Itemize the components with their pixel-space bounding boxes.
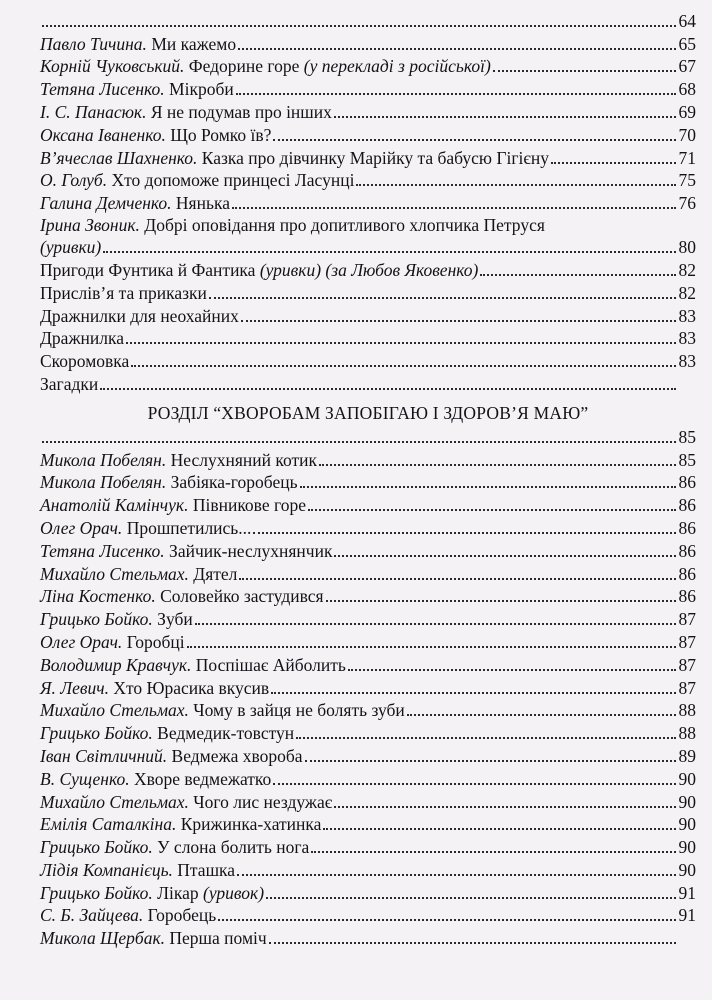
entry-title: Федорине горе xyxy=(188,56,300,77)
entry-note: (уривки) (за Любов Яковенко) xyxy=(259,259,479,280)
toc-entry xyxy=(40,904,696,927)
dot-leader xyxy=(480,274,676,276)
toc-entry xyxy=(40,32,696,55)
dot-leader xyxy=(326,600,676,602)
entry-author: Грицько Бойко. xyxy=(40,837,153,858)
entry-page-number: 88 xyxy=(678,723,696,744)
entry-page-number: 86 xyxy=(678,517,696,538)
entry-author: Ліна Костенко. xyxy=(40,586,156,607)
entry-author: Микола Щербак. xyxy=(40,928,166,949)
entry-page-number: 87 xyxy=(678,654,696,675)
entry-page-number: 89 xyxy=(678,745,696,766)
dot-leader xyxy=(356,184,676,186)
dot-leader xyxy=(209,297,676,299)
dot-leader xyxy=(273,783,676,785)
toc-entry xyxy=(40,471,696,494)
entry-author: О. Голуб. xyxy=(40,170,108,191)
entry-author: Олег Орач. xyxy=(40,517,123,538)
entry-page-number: 86 xyxy=(678,586,696,607)
toc-entry-wrapped xyxy=(40,214,696,258)
entry-page-number: 82 xyxy=(678,259,696,280)
toc-entry xyxy=(40,539,696,562)
toc-part-3 xyxy=(40,448,696,950)
entry-author: Тетяна Лисенко. xyxy=(40,79,165,100)
toc-entry xyxy=(40,926,696,949)
entry-title: Перша поміч xyxy=(169,928,267,949)
toc-entry xyxy=(40,372,696,395)
entry-page-number: 85 xyxy=(678,449,696,470)
entry-title: Півникове горе xyxy=(192,495,306,516)
entry-author: Олег Орач. xyxy=(40,631,123,652)
entry-title: Ведмежа хвороба xyxy=(171,745,303,766)
entry-page-number: 86 xyxy=(678,495,696,516)
toc-entry xyxy=(40,349,696,372)
entry-author: Емілія Саталкіна. xyxy=(40,814,177,835)
toc-entry xyxy=(40,676,696,699)
dot-leader xyxy=(348,669,676,671)
entry-page-number: 86 xyxy=(678,563,696,584)
entry-author: Лідія Компанієць. xyxy=(40,859,173,880)
toc-entry xyxy=(40,630,696,653)
entry-author: Микола Побелян. xyxy=(40,449,167,470)
entry-page-number: 90 xyxy=(678,859,696,880)
entry-page-number: 87 xyxy=(678,677,696,698)
entry-note: (у перекладі з російської) xyxy=(303,56,491,77)
entry-page-number: 87 xyxy=(678,609,696,630)
dot-leader xyxy=(241,320,676,322)
dot-leader xyxy=(407,714,676,716)
dot-leader xyxy=(269,942,676,944)
section-heading-page-line xyxy=(40,425,696,448)
entry-page-number: 90 xyxy=(678,814,696,835)
entry-page-number: 91 xyxy=(678,882,696,903)
dot-leader xyxy=(232,207,676,209)
entry-title: Дятел xyxy=(193,563,238,584)
dot-leader xyxy=(305,760,676,762)
entry-title: Казка про дівчинку Марійку та бабусю Гігієну xyxy=(201,147,550,168)
entry-author: В’ячеслав Шахненко. xyxy=(40,147,198,168)
section-heading: РОЗДІЛ “ХВОРОБАМ ЗАПОБІГАЮ І ЗДОРОВ’Я МАЮ” xyxy=(147,402,589,423)
entry-page-number: 70 xyxy=(678,124,696,145)
toc-entry xyxy=(40,721,696,744)
entry-page-number: 86 xyxy=(678,472,696,493)
entry-title: Дражнилка xyxy=(40,328,125,349)
entry-title: Забіяка-горобець xyxy=(170,472,298,493)
entry-title: Загадки xyxy=(40,373,99,394)
toc-part-1 xyxy=(40,9,696,214)
entry-page-number: 64 xyxy=(678,10,696,31)
entry-page-number: 88 xyxy=(678,700,696,721)
entry-page-number: 67 xyxy=(678,56,696,77)
toc-entry xyxy=(40,281,696,304)
entry-title: Мікроби xyxy=(169,79,234,100)
toc-entry xyxy=(40,516,696,539)
dot-leader xyxy=(319,464,676,466)
dot-leader xyxy=(296,737,676,739)
toc-entry xyxy=(40,607,696,630)
dot-leader xyxy=(253,532,676,534)
toc-entry xyxy=(40,146,696,169)
entry-title: Прислів’я та приказки xyxy=(40,282,207,303)
entry-author: Михайло Стельмах. xyxy=(40,563,189,584)
toc-entry xyxy=(40,258,696,281)
toc-entry xyxy=(40,790,696,813)
entry-page-number: 80 xyxy=(678,237,696,258)
entry-note: (уривок) xyxy=(203,882,265,903)
toc-entry-first-line xyxy=(40,214,696,236)
entry-title: Нянька xyxy=(175,193,230,214)
entry-page-number: 82 xyxy=(678,282,696,303)
toc-entry xyxy=(40,653,696,676)
dot-leader xyxy=(551,162,676,164)
toc-entry xyxy=(40,585,696,608)
toc-entry xyxy=(40,191,696,214)
toc-entry xyxy=(40,493,696,516)
entry-page-number: 91 xyxy=(678,905,696,926)
entry-title: Добрі оповідання про допитливого хлопчика Петруся xyxy=(144,215,545,236)
entry-author: Я. Левич. xyxy=(40,677,109,698)
dot-leader xyxy=(308,509,676,511)
toc-entry xyxy=(40,448,696,471)
entry-title: Ми кажемо xyxy=(151,33,237,54)
entry-title: Лікар xyxy=(157,882,199,903)
entry-page-number: 83 xyxy=(678,305,696,326)
entry-title: Пташка xyxy=(177,859,236,880)
entry-title: Що Ромко їв? xyxy=(170,124,272,145)
entry-author: Михайло Стельмах. xyxy=(40,700,189,721)
toc-entry xyxy=(40,55,696,78)
entry-title: Я не подумав про інших xyxy=(150,101,332,122)
dot-leader xyxy=(311,851,676,853)
entry-author: Грицько Бойко. xyxy=(40,609,153,630)
entry-page-number: 90 xyxy=(678,768,696,789)
dot-leader xyxy=(273,139,676,141)
dot-leader xyxy=(195,623,676,625)
toc-entry xyxy=(40,9,696,32)
entry-title: У слона болить нога xyxy=(157,837,310,858)
toc-entry xyxy=(40,699,696,722)
entry-title: Чого лис нездужає xyxy=(193,791,333,812)
dot-leader xyxy=(100,388,676,390)
entry-page-number: 90 xyxy=(678,837,696,858)
toc-entry xyxy=(40,304,696,327)
dot-leader xyxy=(300,486,676,488)
dot-leader xyxy=(334,555,676,557)
entry-title: Скоромовка xyxy=(40,351,130,372)
entry-title: Чому в зайця не болять зуби xyxy=(193,700,405,721)
entry-author: Грицько Бойко. xyxy=(40,723,153,744)
dot-leader xyxy=(42,25,676,27)
entry-note: (уривки) xyxy=(40,237,102,258)
entry-page-number: 68 xyxy=(678,79,696,100)
entry-title: Хто Юрасика вкусив xyxy=(113,677,270,698)
entry-page-number: 71 xyxy=(678,147,696,168)
entry-title: Прошпетились... xyxy=(126,517,252,538)
toc-entry xyxy=(40,744,696,767)
entry-page-number: 86 xyxy=(678,540,696,561)
entry-author: Корній Чуковський. xyxy=(40,56,185,77)
toc-entry xyxy=(40,813,696,836)
toc-entry xyxy=(40,327,696,350)
toc-entry xyxy=(40,169,696,192)
entry-page-number: 83 xyxy=(678,328,696,349)
entry-title: Горобці xyxy=(126,631,185,652)
entry-author: Микола Побелян. xyxy=(40,472,167,493)
entry-page-number: 65 xyxy=(678,33,696,54)
entry-title: Ведмедик-товстун xyxy=(157,723,295,744)
dot-leader xyxy=(237,874,676,876)
toc-entry xyxy=(40,858,696,881)
entry-title: Зайчик-неслухнянчик xyxy=(169,540,333,561)
dot-leader xyxy=(103,251,676,253)
entry-page-number: 87 xyxy=(678,631,696,652)
entry-page-number: 69 xyxy=(678,101,696,122)
entry-page-number: 75 xyxy=(678,170,696,191)
entry-title: Зуби xyxy=(157,609,193,630)
entry-author: В. Сущенко. xyxy=(40,768,130,789)
entry-title: Горобець xyxy=(147,905,217,926)
dot-leader xyxy=(334,116,676,118)
entry-page-number: 83 xyxy=(678,351,696,372)
entry-author: Павло Тичина. xyxy=(40,33,147,54)
entry-title: Дражнилки для неохайних xyxy=(40,305,239,326)
entry-page-number: 90 xyxy=(678,791,696,812)
toc-entry xyxy=(40,77,696,100)
entry-title: Крижинка-хатинка xyxy=(180,814,322,835)
dot-leader xyxy=(42,441,676,443)
toc-entry xyxy=(40,767,696,790)
entry-title: Хто допоможе принцесі Ласунці xyxy=(111,170,355,191)
toc-entry xyxy=(40,881,696,904)
dot-leader xyxy=(266,897,676,899)
entry-author: Галина Демченко. xyxy=(40,193,172,214)
dot-leader xyxy=(334,806,676,808)
entry-title: Соловейко застудився xyxy=(160,586,324,607)
entry-page-number: 76 xyxy=(678,193,696,214)
entry-title: Хворе ведмежатко xyxy=(134,768,272,789)
dot-leader xyxy=(238,48,676,50)
entry-author: Ірина Звоник. xyxy=(40,215,140,236)
toc-entry xyxy=(40,123,696,146)
toc-part-2 xyxy=(40,258,696,395)
section-heading-page-number: 85 xyxy=(678,426,696,447)
toc-entry xyxy=(40,100,696,123)
entry-author: Володимир Кравчук. xyxy=(40,654,192,675)
entry-author: Анатолій Камінчук. xyxy=(40,495,189,516)
entry-author: С. Б. Зайцева. xyxy=(40,905,144,926)
entry-title: Поспішає Айболить xyxy=(195,654,346,675)
toc-entry-second-line xyxy=(40,236,696,258)
dot-leader xyxy=(187,646,676,648)
dot-leader xyxy=(131,365,676,367)
dot-leader xyxy=(323,828,676,830)
entry-author: Іван Світличний. xyxy=(40,745,168,766)
dot-leader xyxy=(236,93,676,95)
entry-author: Михайло Стельмах. xyxy=(40,791,189,812)
dot-leader xyxy=(493,70,676,72)
entry-author: Грицько Бойко. xyxy=(40,882,153,903)
entry-title: Неслухняний котик xyxy=(170,449,317,470)
dot-leader xyxy=(218,919,676,921)
dot-leader xyxy=(271,692,676,694)
table-of-contents xyxy=(40,9,696,949)
toc-entry xyxy=(40,835,696,858)
entry-title: Пригоди Фунтика й Фантика xyxy=(40,259,256,280)
dot-leader xyxy=(126,342,676,344)
toc-entry xyxy=(40,562,696,585)
entry-author: І. С. Панасюк. xyxy=(40,101,147,122)
entry-author: Оксана Іваненко. xyxy=(40,124,166,145)
entry-author: Тетяна Лисенко. xyxy=(40,540,165,561)
dot-leader xyxy=(239,578,676,580)
